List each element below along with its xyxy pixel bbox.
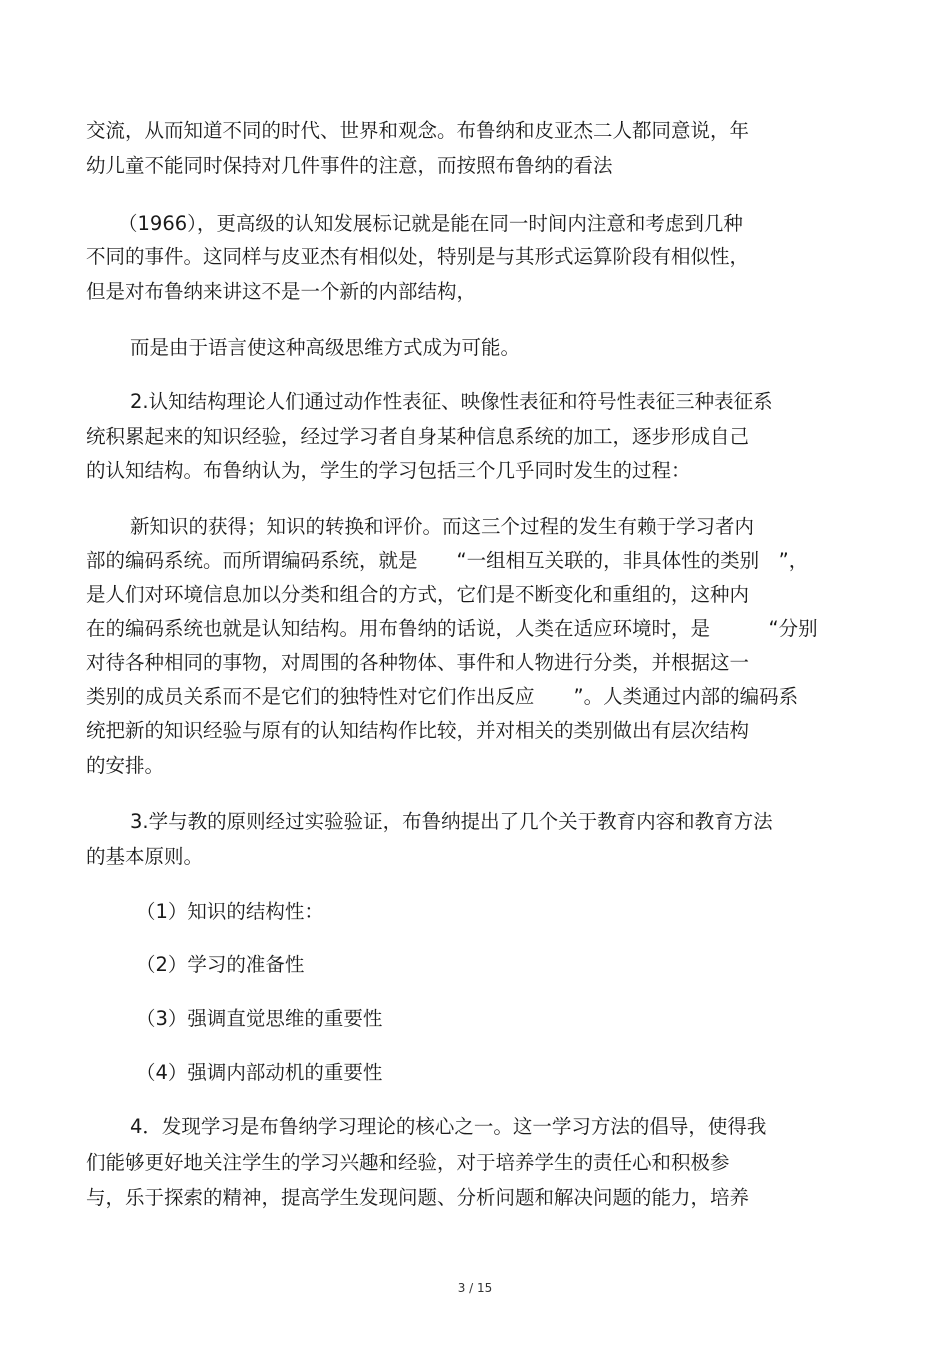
body-text-line: 统把新的知识经验与原有的认知结构作比较，并对相关的类别做出有层次结构 bbox=[86, 719, 750, 742]
list-item: （4）强调内部动机的重要性 bbox=[136, 1061, 383, 1084]
body-text-line: 们能够更好地关注学生的学习兴趣和经验，对于培养学生的责任心和积极参 bbox=[86, 1151, 730, 1174]
body-text-line: 是人们对环境信息加以分类和组合的方式，它们是不断变化和重组的，这种内 bbox=[86, 583, 750, 606]
list-item: （3）强调直觉思维的重要性 bbox=[136, 1007, 383, 1030]
body-text-line: 但是对布鲁纳来讲这不是一个新的内部结构， bbox=[86, 280, 477, 303]
body-text-line: 部的编码系统。而所谓编码系统，就是 “一组相互关联的，非具体性的类别 ”， bbox=[86, 549, 809, 572]
body-text-line: 统积累起来的知识经验，经过学习者自身某种信息系统的加工，逐步形成自己 bbox=[86, 425, 750, 448]
body-text-line: 交流，从而知道不同的时代、世界和观念。布鲁纳和皮亚杰二人都同意说，年 bbox=[86, 119, 750, 142]
page-number: 3 / 15 bbox=[457, 1281, 493, 1295]
body-text-line: 的安排。 bbox=[86, 754, 165, 777]
body-text-line: 类别的成员关系而不是它们的独特性对它们作出反应 ”。人类通过内部的编码系 bbox=[86, 685, 799, 708]
body-text-line: 3.学与教的原则经过实验验证，布鲁纳提出了几个关于教育内容和教育方法 bbox=[130, 810, 773, 833]
list-item: （1）知识的结构性： bbox=[136, 900, 324, 923]
body-text-line: 2.认知结构理论人们通过动作性表征、映像性表征和符号性表征三种表征系 bbox=[130, 390, 773, 413]
list-item: （2）学习的准备性 bbox=[136, 953, 305, 976]
body-text-line: 的认知结构。布鲁纳认为，学生的学习包括三个几乎同时发生的过程： bbox=[86, 459, 691, 482]
body-text-line: 而是由于语言使这种高级思维方式成为可能。 bbox=[130, 336, 521, 359]
body-text-line: 的基本原则。 bbox=[86, 845, 204, 868]
body-text-line: 不同的事件。这同样与皮亚杰有相似处，特别是与其形式运算阶段有相似性， bbox=[86, 245, 750, 268]
body-text-line: 在的编码系统也就是认知结构。用布鲁纳的话说，人类在适应环境时，是 “分别 bbox=[86, 617, 818, 640]
body-text-line: 4．发现学习是布鲁纳学习理论的核心之一。这一学习方法的倡导，使得我 bbox=[130, 1115, 767, 1138]
body-text-line: 与，乐于探索的精神，提高学生发现问题、分析问题和解决问题的能力，培养 bbox=[86, 1186, 750, 1209]
body-text-line: 新知识的获得；知识的转换和评价。而这三个过程的发生有赖于学习者内 bbox=[130, 515, 755, 538]
body-text-line: （1966），更高级的认知发展标记就是能在同一时间内注意和考虑到几种 bbox=[118, 212, 743, 235]
body-text-line: 对待各种相同的事物，对周围的各种物体、事件和人物进行分类，并根据这一 bbox=[86, 651, 750, 674]
body-text-line: 幼儿童不能同时保持对几件事件的注意，而按照布鲁纳的看法 bbox=[86, 154, 613, 177]
